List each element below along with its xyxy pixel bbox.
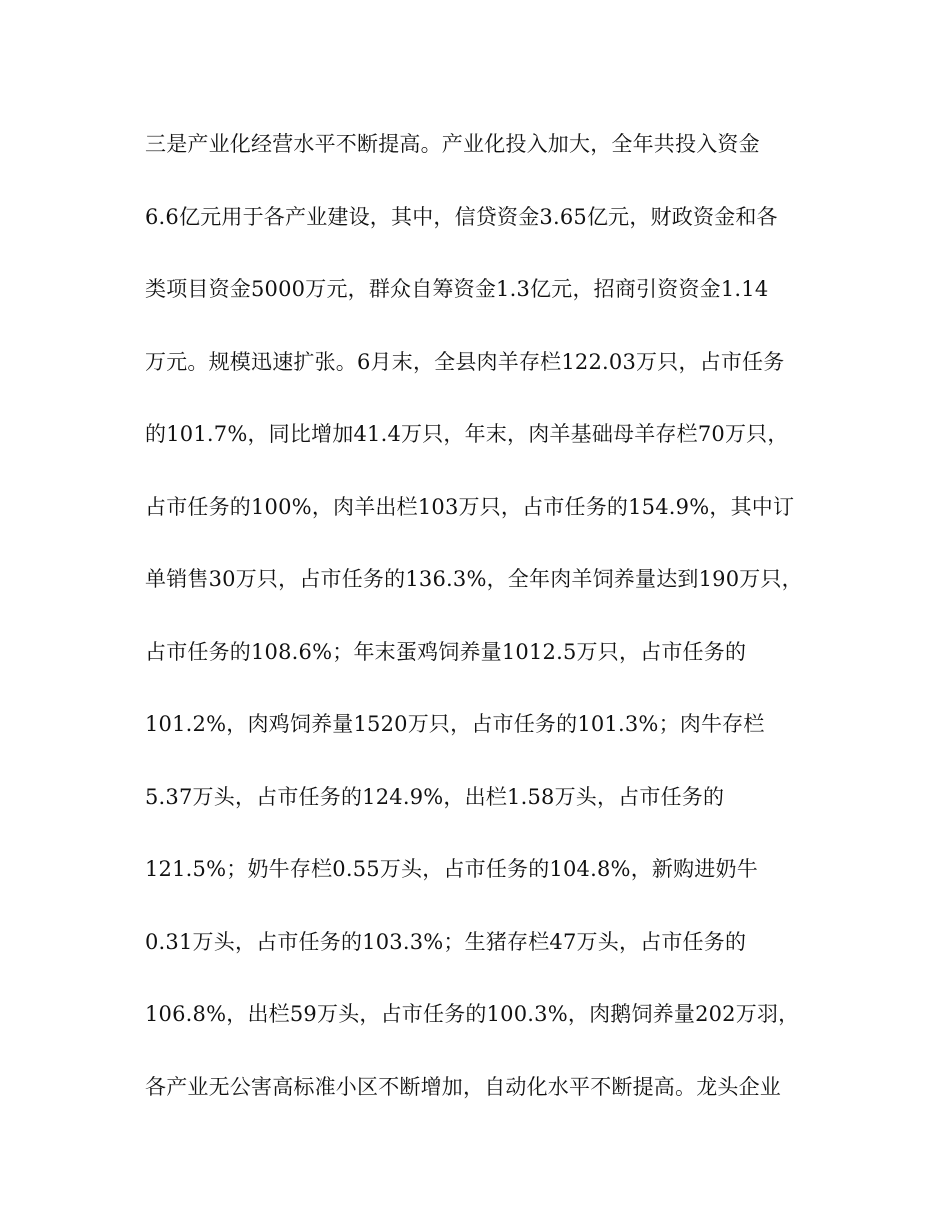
text-line: 101.2%，肉鸡饲养量1520万只，占市任务的101.3%；肉牛存栏 [145, 712, 765, 736]
text-line: 三是产业化经营水平不断提高。产业化投入加大，全年共投入资金 [145, 132, 760, 156]
text-line: 6.6亿元用于各产业建设，其中，信贷资金3.65亿元，财政资金和各 [145, 204, 778, 229]
text-line: 121.5%；奶牛存栏0.55万头，占市任务的104.8%，新购进奶牛 [145, 857, 758, 881]
text-line: 类项目资金5000万元，群众自筹资金1.3亿元，招商引资资金1.14 [145, 277, 769, 301]
text-line: 各产业无公害高标准小区不断增加，自动化水平不断提高。龙头企业 [145, 1074, 781, 1099]
text-line: 106.8%，出栏59万头，占市任务的100.3%，肉鹅饲养量202万羽， [145, 1002, 800, 1026]
text-line: 5.37万头，占市任务的124.9%，出栏1.58万头，占市任务的 [145, 784, 725, 809]
body-paragraph [145, 124, 825, 1139]
text-line: 的101.7%，同比增加41.4万只，年末，肉羊基础母羊存栏70万只， [145, 422, 789, 446]
text-line: 占市任务的100%，肉羊出栏103万只，占市任务的154.9%，其中订 [145, 494, 795, 519]
text-line: 万元。规模迅速扩张。6月末，全县肉羊存栏122.03万只，占市任务 [145, 349, 785, 374]
text-line: 占市任务的108.6%；年末蛋鸡饲养量1012.5万只，占市任务的 [145, 639, 747, 664]
text-line: 0.31万头，占市任务的103.3%；生猪存栏47万头，占市任务的 [145, 929, 747, 954]
text-line: 单销售30万只，占市任务的136.3%，全年肉羊饲养量达到190万只， [145, 567, 803, 591]
